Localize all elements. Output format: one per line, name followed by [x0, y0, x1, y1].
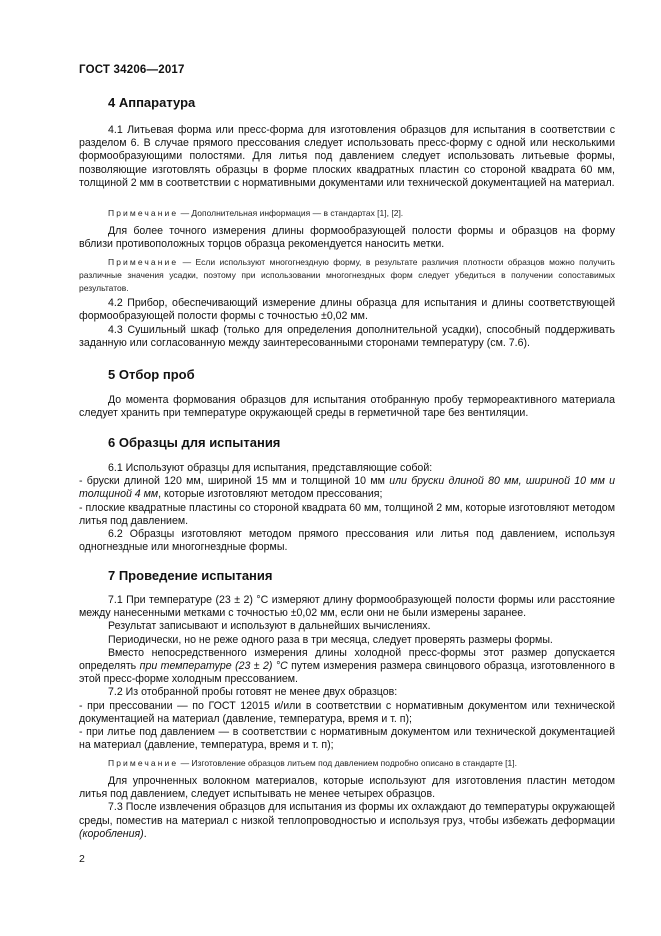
list-item-plates: - плоские квадратные пластины со стороной квадрата 60 мм, толщиной 2 мм, которые изготовляют методом литья под давлением.	[79, 501, 615, 527]
paragraph-7-1: 7.1 При температуре (23 ± 2) °С измеряют длину формообразующей полости формы или расстояние между нанесенными метками с точностью ±0,02 мм, если они не были измерены заранее.	[79, 594, 615, 620]
paragraph-periodic: Периодически, но не реже одного раза в три месяца, следует проверять размеры формы.	[108, 633, 553, 646]
standard-header: ГОСТ 34206—2017	[79, 64, 185, 76]
paragraph-text: Для более точного измерения длины формообразующей полости формы и образцов на форму вблизи противоположных торцов образца рекомендуется наносить метки.	[79, 225, 615, 251]
paragraph-text: До момента формования образцов для испытания отобранную пробу термореактивного материала следует хранить при температуре окружающей среды в герметичной таре без вентиляции.	[79, 394, 615, 420]
list-item-bars	[79, 475, 615, 501]
note-2	[79, 256, 615, 295]
note-3	[79, 757, 615, 770]
paragraph-fiber: Для упрочненных волокном материалов, которые используют для изготовления пластин методом литья под давлением, следует испытывать не менее четырех образцов.	[79, 775, 615, 801]
paragraph-6-1: 6.1 Используют образцы для испытания, представляющие собой:	[108, 462, 433, 474]
paragraph-6-2: 6.2 Образцы изготовляют методом прямого прессования или литья под давлением, используя одногнездные или многогнездные формы.	[79, 528, 615, 554]
paragraph-record: Результат записывают и используют в дальнейших вычислениях.	[108, 620, 431, 633]
note-text: — Изготовление образцов литьем под давлением подробно описано в стандарте [1].	[178, 758, 517, 768]
page-number: 2	[79, 853, 85, 865]
text: Вместо непосредственного измерения длины холодной пресс-формы этот размер допускается определять	[79, 646, 615, 673]
text-italic: при температуре (23 ± 2) °С	[139, 660, 288, 673]
text: .	[143, 827, 147, 840]
item-text-italic: или бруски длиной 80 мм, шириной 10 мм и толщиной 4 мм	[79, 475, 615, 501]
note-text: — Если используют многогнездную форму, в результате различия плотности образцов можно получить различные значения усадки, поэтому при использовании многогнездных форм следует убедиться в получении сопоставимых результатов.	[79, 257, 615, 293]
section-7-title: 7 Проведение испытания	[108, 568, 273, 583]
section-7-body	[79, 594, 615, 752]
paragraph-7-3	[79, 801, 615, 841]
paragraph-accurate-measure	[79, 225, 615, 251]
list-item-cast: - при литье под давлением — в соответствии с нормативным документом или технической документацией на материал (давление, температура, время и т. п);	[79, 726, 615, 752]
section-6-body	[79, 462, 615, 554]
item-text: - бруски длиной 120 мм, шириной 15 мм и толщиной 10 мм	[79, 475, 390, 488]
text: путем измерения размера свинцового образца, изготовленного в этой пресс-форме холодным прессованием.	[79, 660, 615, 686]
paragraph-4-3	[79, 324, 615, 350]
paragraph-5	[79, 394, 615, 420]
list-item-press: - при прессовании — по ГОСТ 12015 и/или в соответствии с нормативным документом или технической документацией на материал (давление, температура, время и т. п);	[79, 699, 615, 725]
section-4-title: 4 Аппаратура	[108, 95, 196, 110]
section-7-body-2	[79, 775, 615, 841]
paragraph-text: 4.1 Литьевая форма или пресс-форма для изготовления образцов для испытания в соответствии с разделом 6. В случае прямого прессования следует использовать пресс-форму с одной или несколькими формообразующими полостями. Для литья под давлением следует использовать литьевые формы, позволяющие изготовлять образцы в форме плоских квадратных пластин со стороной квадрата 60 мм, толщиной 2 мм в соответствии с нормативными документами или технической документацией на материал.	[79, 124, 615, 189]
note-label: Примечание	[108, 257, 179, 267]
item-text: , которые изготовляют методом прессования;	[158, 488, 383, 501]
paragraph-7-2: 7.2 Из отобранной пробы готовят не менее двух образцов:	[108, 686, 398, 699]
note-1	[79, 207, 615, 220]
section-6-title: 6 Образцы для испытания	[108, 435, 281, 450]
note-label: Примечание	[108, 758, 179, 768]
paragraph-4-2	[79, 297, 615, 323]
text: 7.3 После извлечения образцов для испытания из формы их охлаждают до температуры окружающей среды, поместив на материал с низкой теплопроводностью и используя груз, чтобы избежать деформации	[79, 801, 615, 827]
paragraph-4-1	[79, 124, 615, 190]
section-5-title: 5 Отбор проб	[108, 367, 195, 382]
paragraph-text: 4.3 Сушильный шкаф (только для определения дополнительной усадки), способный поддерживать заданную или согласованную между заинтересованными сторонами температуру (см. 7.6).	[79, 324, 615, 350]
text-italic: (коробления)	[79, 827, 144, 840]
paragraph-text: 4.2 Прибор, обеспечивающий измерение длины образца для испытания и длины соответствующей формообразующей полости формы с точностью ±0,02 мм.	[79, 297, 615, 323]
note-text: — Дополнительная информация — в стандартах [1], [2].	[178, 208, 404, 218]
paragraph-instead	[79, 647, 615, 687]
note-label: Примечание	[108, 208, 179, 218]
